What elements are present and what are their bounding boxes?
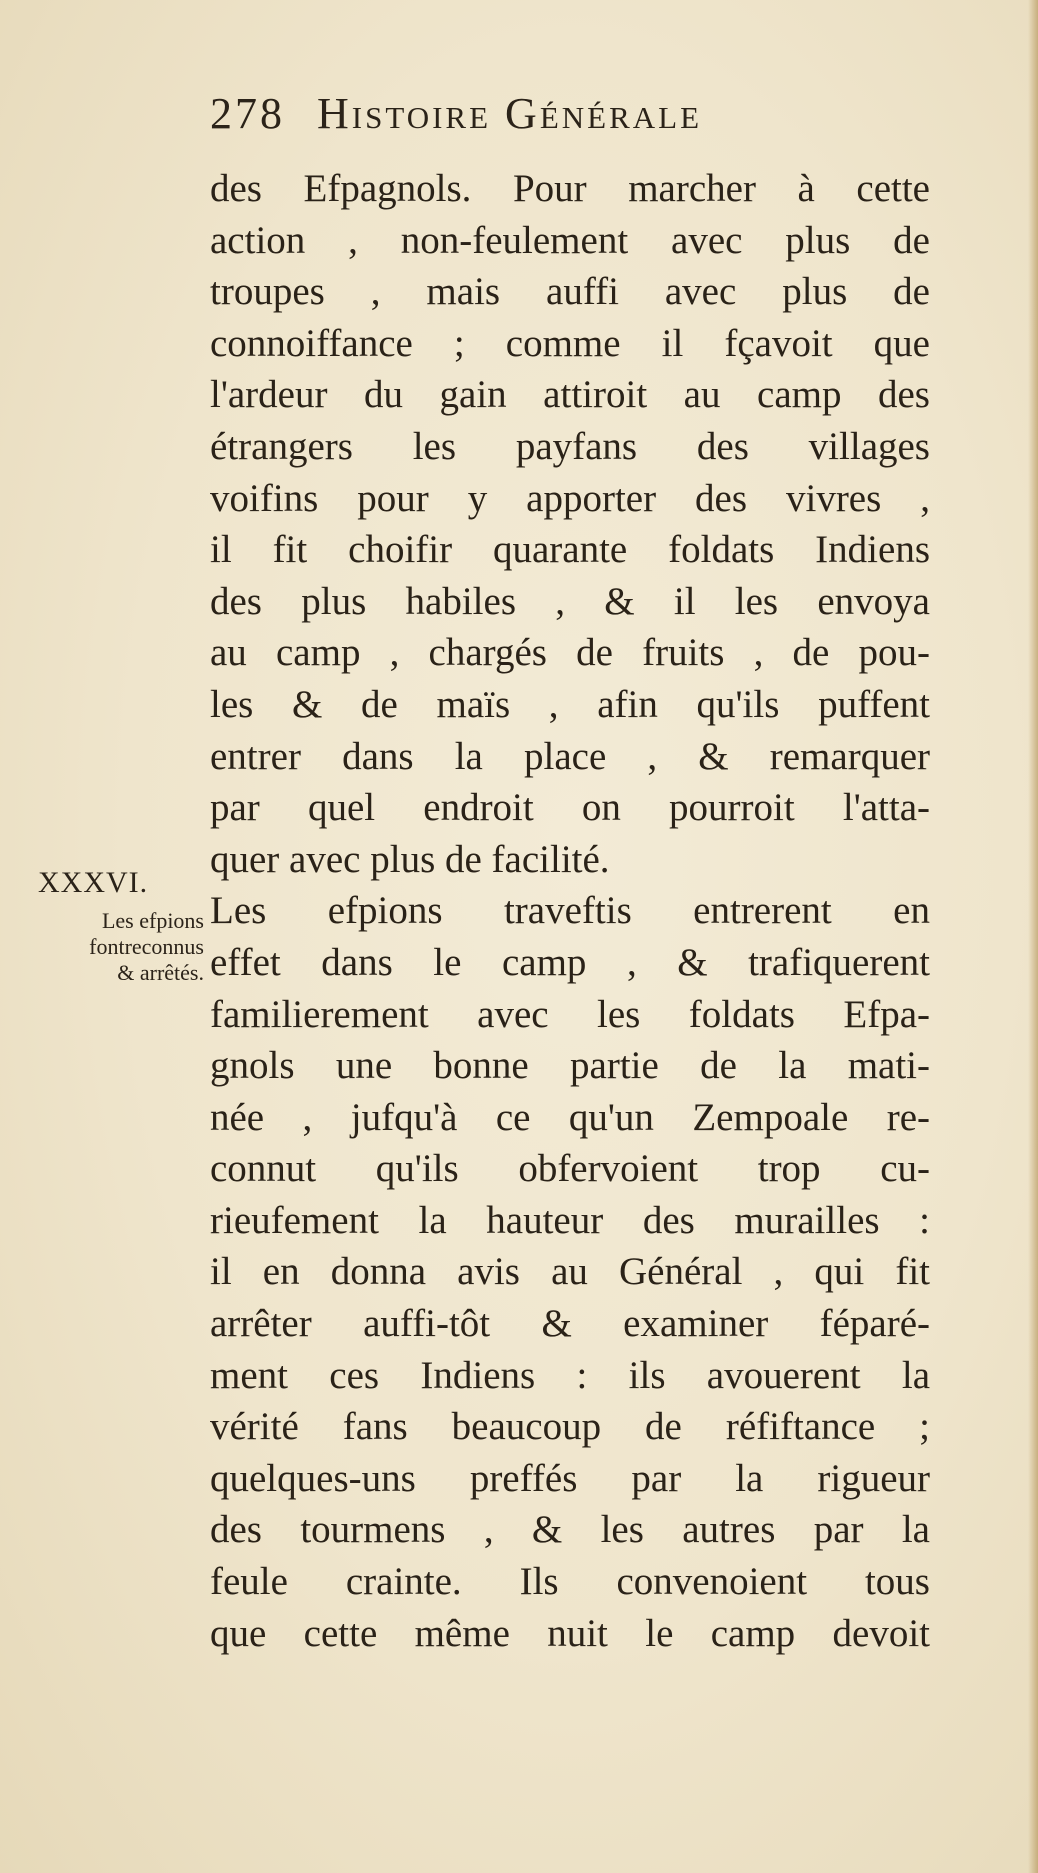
text-line: que cette même nuit le camp devoit (210, 1611, 930, 1655)
text-line: vérité fans beaucoup de réfiftance ; (210, 1405, 930, 1449)
text-line: connut qu'ils obfervoient trop cu- (210, 1147, 930, 1191)
text-line: action , non-feulement avec plus de (210, 218, 930, 262)
text-line: ment ces Indiens : ils avouerent la (210, 1353, 930, 1397)
text-line: l'ardeur du gain attiroit au camp des (210, 373, 930, 417)
body-text (210, 163, 930, 1659)
text-line: rieufement la hauteur des murailles : (210, 1198, 930, 1242)
text-line: les & de maïs , afin qu'ils puffent (210, 682, 930, 726)
running-head (210, 88, 890, 139)
section-number: XXXVI. (38, 866, 149, 899)
text-line: troupes , mais auffi avec plus de (210, 270, 930, 314)
page-number: 278 (210, 89, 285, 138)
text-line: quer avec plus de facilité. (210, 837, 610, 881)
marginal-note (22, 908, 204, 986)
text-line: par quel endroit on pourroit l'atta- (210, 786, 930, 830)
text-line: étrangers les payfans des villages (210, 424, 930, 468)
text-line: quelques-uns preffés par la rigueur (210, 1456, 930, 1500)
text-line: effet dans le camp , & trafiquerent (210, 940, 930, 984)
text-line: voifins pour y apporter des vivres , (210, 476, 930, 520)
running-title: Histoire Générale (317, 89, 703, 138)
text-line: des tourmens , & les autres par la (210, 1508, 930, 1552)
text-line: Les efpions traveftis entrerent en (210, 889, 930, 933)
marginal-note-line: Les efpions (101, 908, 204, 933)
text-line: arrêter auffi-tôt & examiner féparé- (210, 1302, 930, 1346)
text-line: il en donna avis au Général , qui fit (210, 1250, 930, 1294)
text-line: gnols une bonne partie de la mati- (210, 1044, 930, 1088)
text-line: au camp , chargés de fruits , de pou- (210, 631, 930, 675)
text-line: des plus habiles , & il les envoya (210, 579, 930, 623)
marginal-note-line: & arrêtés. (117, 960, 204, 985)
text-line: familierement avec les foldats Efpa- (210, 992, 930, 1036)
text-line: connoiffance ; comme il fçavoit que (210, 321, 930, 365)
text-line: entrer dans la place , & remarquer (210, 734, 930, 778)
text-line: née , jufqu'à ce qu'un Zempoale re- (210, 1095, 930, 1139)
text-line: des Efpagnols. Pour marcher à cette (210, 167, 930, 210)
text-line: feule crainte. Ils convenoient tous (210, 1560, 930, 1604)
text-line: il fit choifir quarante foldats Indiens (210, 528, 930, 572)
page-edge-shadow (1028, 0, 1038, 1873)
marginal-note-line: fontreconnus (89, 934, 204, 959)
